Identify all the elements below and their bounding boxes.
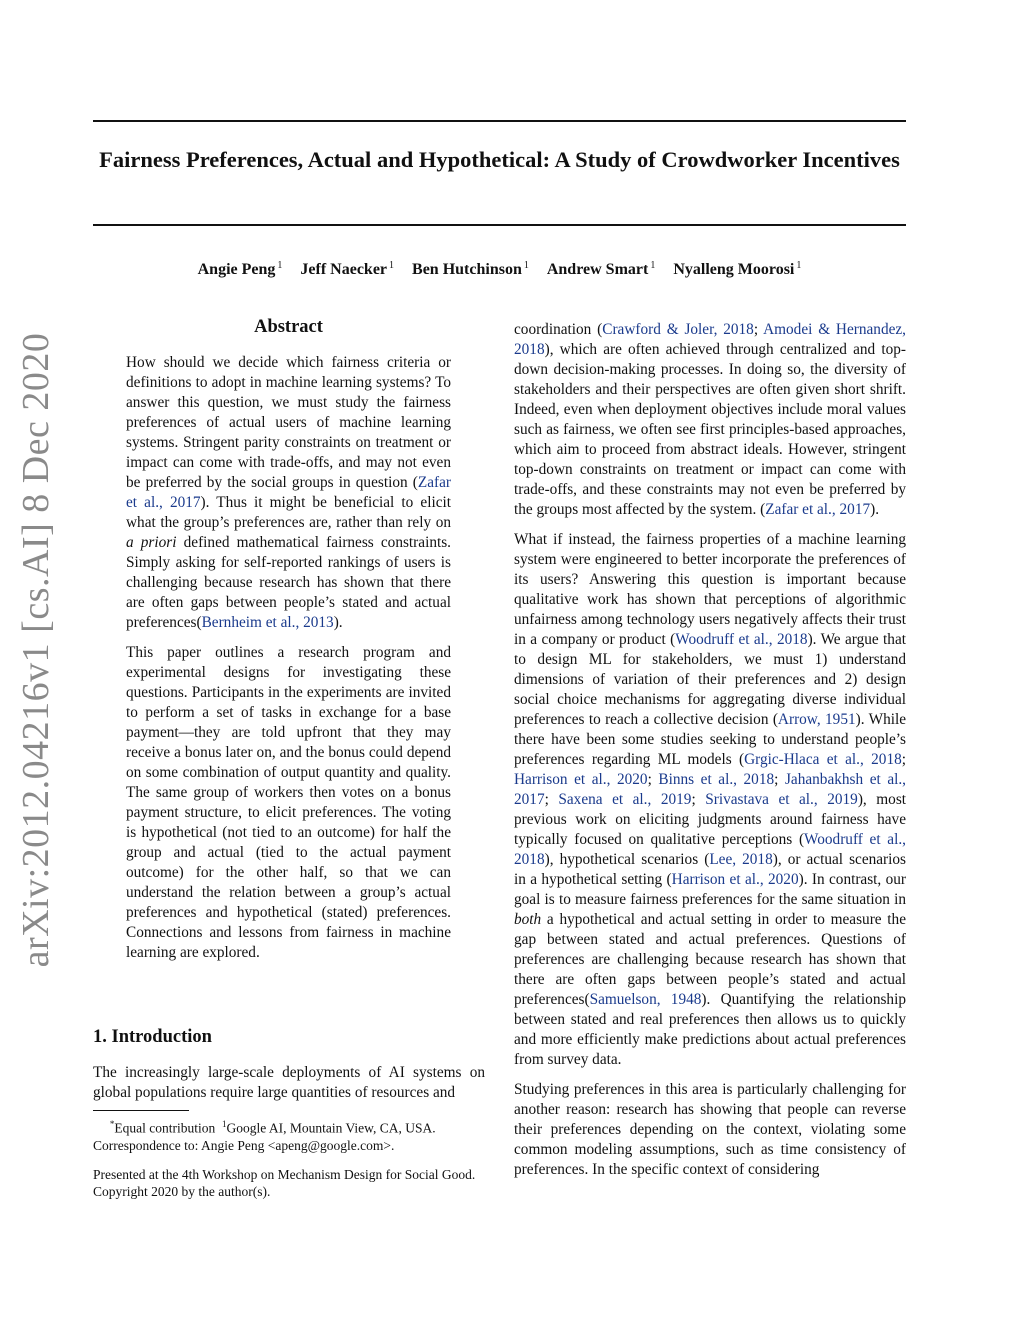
footnote-rule [93,1110,189,1111]
author-2: Jeff Naecker $^1$ [300,260,395,279]
author-list [93,260,906,279]
citation-link[interactable]: Zafar et al., 2017 [765,501,871,518]
abstract-heading: Abstract [254,317,323,337]
author-4: Andrew Smart $^1$ [546,260,656,279]
citation-link[interactable]: Arrow, 1951 [777,711,856,728]
presented-note: Presented at the 4th Workshop on Mechanism Design for Social Good. Copyright 2020 by the author(s). [93,1167,476,1199]
right-paragraph-3: Studying preferences in this area is particularly challenging for another reason: research has showing that people can reverse their preferences depending on the context, violating some common modeling assumptions, such as time consistency of preferences. In the specific context of considering [514,1081,906,1178]
author-1: Angie Peng $^1$ [197,260,283,279]
citation-link[interactable]: Srivastava et al., 2019 [705,791,858,808]
footnote: *Equal contribution $^1$Google AI, Mountain View, CA, USA. Correspondence to: Angie Peng <apeng@google.com>. [93,1119,436,1153]
citation-link[interactable]: Harrison et al., 2020 [514,771,648,788]
author-5: Nyalleng Moorosi $^1$ [673,260,802,279]
citation-link[interactable]: Crawford & Joler, 2018 [602,321,754,338]
citation-link[interactable]: Jahanbakhsh et al., 2017 [514,771,907,808]
citation-link[interactable]: Zafar et al., 2017 [126,474,451,511]
citation-link[interactable]: Harrison et al., 2020 [671,871,799,888]
arxiv-identifier: arXiv:2012.04216v1 [cs.AI] 8 Dec 2020 [15,332,57,968]
author-3: Ben Hutchinson $^1$ [412,260,529,279]
citation-link[interactable]: Woodruff et al., 2018 [675,631,808,648]
right-paragraph-1: coordination (Crawford & Joler, 2018; Amodei & Hernandez, 2018), which are often achieved through centralized and top-down decision-making processes. In doing so, the diversity of stakeholders and their perspectives are often given short shrift. Indeed, even when deployment objectives include moral values such as fairness, we often see first principles-based approaches, which aim to proceed from abstract ideals. However, stringent top-down constraints on treatment or impact can come with trade-offs, and these constraints may not even be preferred by the groups most affected by the system. (Zafar et al., 2017). [514,321,907,518]
citation-link[interactable]: Samuelson, 1948 [589,991,702,1008]
section-heading-introduction: 1. Introduction [93,1027,212,1047]
citation-link[interactable]: Binns et al., 2018 [658,771,775,788]
right-column [514,320,906,1190]
abstract-body [126,353,451,973]
citation-link[interactable]: Saxena et al., 2019 [558,791,692,808]
abstract-paragraph-1: How should we decide which fairness criteria or definitions to adopt in machine learning systems? To answer this question, we must study the fairness preferences of actual users of machine learning systems. Stringent parity constraints on treatment or impact can come with trade-offs, and may not even be preferred by the social groups in question (Zafar et al., 2017). Thus it might be beneficial to elicit what the group’s preferences are, rather than rely on a priori defined mathematical fairness constraints. Simply asking for self-reported rankings of users is challenging because research has shown that there are often gaps between people’s stated and actual preferences(Bernheim et al., 2013). [126,354,451,631]
citation-link[interactable]: Bernheim et al., 2013 [201,614,334,631]
title-rule-top [93,120,906,122]
abstract-paragraph-2: This paper outlines a research program and experimental designs for investigating these questions. Participants in the experiments are invited to perform a set of tasks in exchange for a base payment—they are told upfront that they may receive a bonus later on, and the bonus could depend on some combination of output quantity and quality. The same group of workers then votes on a bonus payment structure, to elicit preferences. The voting is hypothetical (not tied to an outcome) for half the group and actual (tied to the actual payment outcome) for the other half, so that we can understand the relation between a group’s actual preferences and hypothetical (stated) preferences. Connections and lessons from fairness in machine learning are explored. [126,644,451,961]
citation-link[interactable]: Amodei & Hernandez, 2018 [514,321,907,358]
right-paragraph-2: What if instead, the fairness properties of a machine learning system were engineered to better incorporate the preferences of its users? Answering this question is important because qualitative work has shown that perceptions of algorithmic unfairness among technology users negatively affects their trust in a company or product (Woodruff et al., 2018). We argue that to design ML for stakeholders, we must 1) understand dimensions of variation of their preferences and 2) design social choice mechanisms for aggregating diverse individual preferences to reach a collective decision (Arrow, 1951). While there have been some studies seeking to understand people’s preferences regarding ML models (Grgic-Hlaca et al., 2018; Harrison et al., 2020; Binns et al., 2018; Jahanbakhsh et al., 2017; Saxena et al., 2019; Srivastava et al., 2019), most previous work on eliciting judgments around fairness have typically focused on qualitative perceptions (Woodruff et al., 2018), hypothetical scenarios (Lee, 2018), or actual scenarios in a hypothetical setting (Harrison et al., 2020). In contrast, our goal is to measure fairness preferences for the same situation in both a hypothetical and actual setting in order to measure the gap between stated and actual preferences. Questions of preferences are challenging because research has shown that there are often gaps between people’s stated and actual preferences(Samuelson, 1948). Quantifying the relationship between stated and real preferences then allows us to quickly and more efficiently make predictions about actual preferences from survey data. [514,531,907,1068]
citation-link[interactable]: Woodruff et al., 2018 [514,831,906,868]
title-rule-bottom [93,224,906,226]
citation-link[interactable]: Grgic-Hlaca et al., 2018 [744,751,902,768]
intro-paragraph: The increasingly large-scale deployments of AI systems on global populations require large quantities of resources and [93,1064,485,1101]
citation-link[interactable]: Lee, 2018 [709,851,773,868]
paper-title: Fairness Preferences, Actual and Hypothetical: A Study of Crowdworker Incentives [99,147,900,172]
